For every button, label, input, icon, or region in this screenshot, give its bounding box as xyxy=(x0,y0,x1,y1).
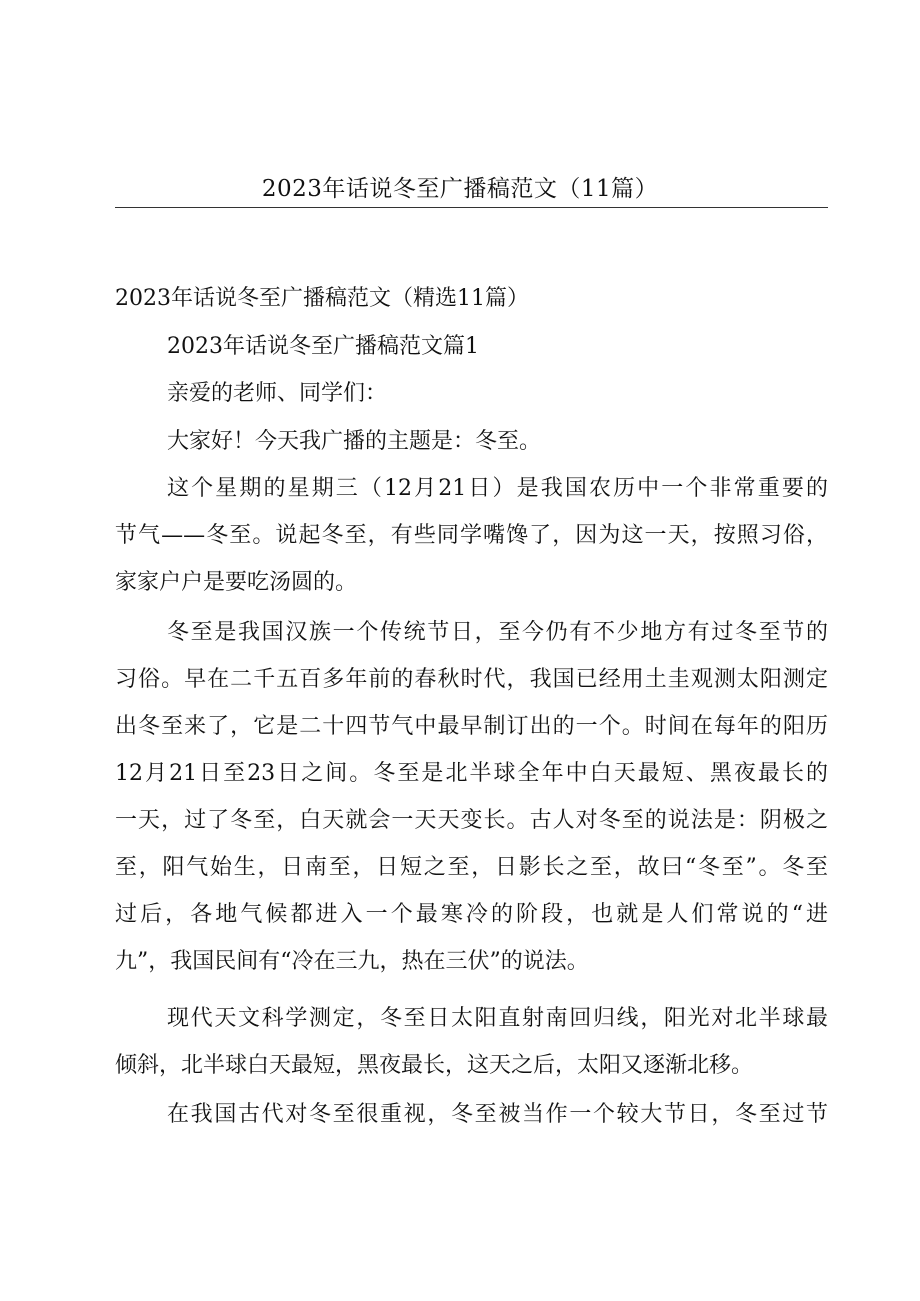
paragraph-line: 节气——冬至。说起冬至，有些同学嘴馋了，因为这一天，按照习俗， xyxy=(115,523,828,548)
greeting: 大家好！今天我广播的主题是：冬至。 xyxy=(167,429,542,454)
paragraph-line: 现代天文科学测定，冬至日太阳直射南回归线，阳光对北半球最 xyxy=(167,1006,828,1031)
title-divider xyxy=(115,207,828,208)
document-title: 2023年话说冬至广播稿范文（11篇） xyxy=(261,176,659,202)
paragraph-line: 习俗。早在二千五百多年前的春秋时代，我国已经用土圭观测太阳测定 xyxy=(115,667,828,692)
paragraph-line: 出冬至来了，它是二十四节气中最早制订出的一个。时间在每年的阳历 xyxy=(115,714,828,739)
paragraph-line: 在我国古代对冬至很重视，冬至被当作一个较大节日，冬至过节 xyxy=(167,1102,828,1127)
paragraph-3 xyxy=(115,1004,828,1098)
paragraph-line: 一天，过了冬至，白天就会一天天变长。古人对冬至的说法是：阴极之 xyxy=(115,808,828,833)
paragraph-line: 过后，各地气候都进入一个最寒冷的阶段，也就是人们常说的“进 xyxy=(115,902,828,927)
paragraph-line: 12月21日至23日之间。冬至是北半球全年中白天最短、黑夜最长的 xyxy=(115,761,828,786)
section-heading: 2023年话说冬至广播稿范文篇1 xyxy=(167,334,479,359)
paragraph-line: 倾斜，北半球白天最短，黑夜最长，这天之后，太阳又逐渐北移。 xyxy=(115,1053,754,1078)
paragraph-line: 至，阳气始生，日南至，日短之至，日影长之至，故曰“冬至”。冬至 xyxy=(115,855,828,880)
paragraph-4 xyxy=(115,1100,828,1147)
paragraph-line: 九”，我国民间有“冷在三九，热在三伏”的说法。 xyxy=(115,949,589,974)
paragraph-line: 这个星期的星期三（12月21日）是我国农历中一个非常重要的 xyxy=(167,476,828,501)
salutation: 亲爱的老师、同学们： xyxy=(167,381,388,406)
paragraph-1 xyxy=(115,474,828,615)
paragraph-line: 冬至是我国汉族一个传统节日，至今仍有不少地方有过冬至节的 xyxy=(167,620,828,645)
paragraph-2 xyxy=(115,618,828,994)
paragraph-line: 家家户户是要吃汤圆的。 xyxy=(115,570,358,595)
document-subtitle: 2023年话说冬至广播稿范文（精选11篇） xyxy=(115,286,529,311)
